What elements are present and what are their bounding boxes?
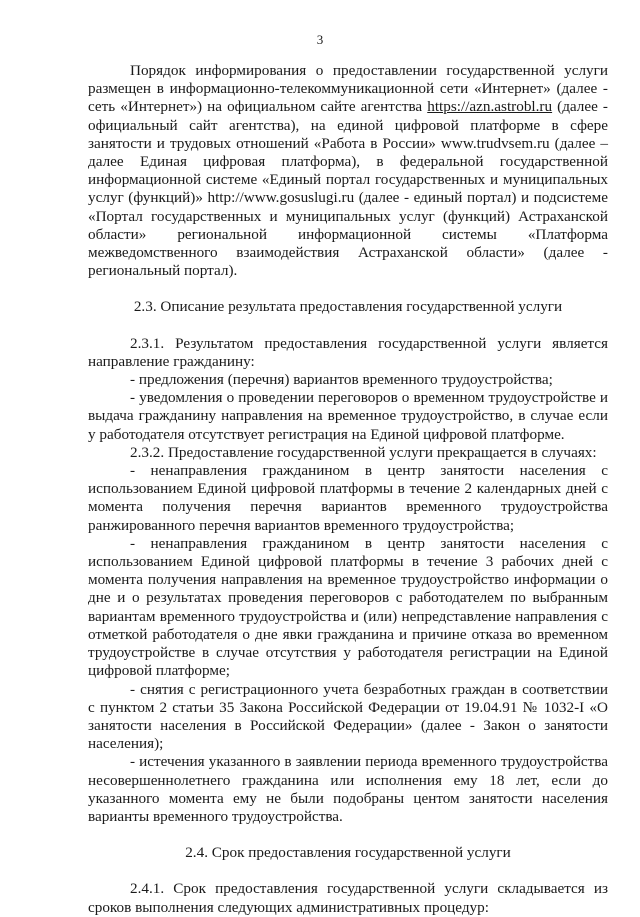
page-number: 3	[316, 32, 324, 47]
paragraph-2-3-2: 2.3.2. Предоставление государственной услуги прекращается в случаях:	[130, 443, 597, 461]
document-body	[88, 62, 608, 917]
section-heading-2-3: 2.3. Описание результата предоставления государственной услуги	[133, 298, 563, 316]
paragraph-informing-text-2: (далее - официальный сайт агентства), на единой цифровой платформе в сфере занятости и трудовых отношений «Работа в России» www.trudvsem.ru (далее – далее Единая цифровая платформа), в федеральной государственной информационной системе «Единый портал государственных и муниципальных услуг (функций)» http://www.gosuslugi.ru (далее - единый портал) и подсистеме «Портал государственных и муниципальных услуг (функций) Астраханской области» региональной информационной системы «Платформа межведомственного взаимодействия Астраханской области» (далее - региональный портал).	[88, 98, 608, 280]
list-item-2-3-2-c: - снятия с регистрационного учета безработных граждан в соответствии с пунктом 2 статьи 35 Закона Российской Федерации от 19.04.91 № 1032-I «О занятости населения в Российской Федерации» (далее - Закон о занятости населения);	[88, 680, 608, 753]
paragraph-informing-text-1: Порядок информирования о предоставлении государственной услуги размещен в информационно-телекоммуникационной сети «Интернет» (далее - сеть «Интернет») на официальном сайте агентства	[88, 62, 608, 116]
paragraph-2-3-1: 2.3.1. Результатом предоставления государственной услуги является направление гражданину:	[88, 334, 608, 370]
list-item-2-3-2-a: - ненаправления гражданином в центр занятости населения с использованием Единой цифровой платформы в течение 2 календарных дней с момента получения перечня вариантов временного трудоустройства ранжированного перечня вариантов временного трудоустройства;	[88, 462, 608, 534]
section-heading-2-4: 2.4. Срок предоставления государственной услуги	[185, 844, 511, 862]
paragraph-2-4-1: 2.4.1. Срок предоставления государственной услуги складывается из сроков выполнения следующих административных процедур:	[88, 880, 608, 916]
list-item-2-3-1-b: - уведомления о проведении переговоров о временном трудоустройстве и выдача гражданину направления на временное трудоустройство, в случае если у работодателя отсутствует регистрация на Единой цифровой платформе.	[88, 389, 608, 443]
agency-website-link[interactable]: https://azn.astrobl.ru	[427, 98, 553, 116]
list-item-2-3-2-d: - истечения указанного в заявлении периода временного трудоустройства несовершеннолетнего гражданина или исполнения ему 18 лет, если до указанного момента ему не были подобраны центом занятости населения варианты временного трудоустройства.	[88, 753, 608, 825]
list-item-2-3-2-b: - ненаправления гражданином в центр занятости населения с использованием Единой цифровой платформы в течение 3 рабочих дней с момента получения направления на временное трудоустройство информации о дне и о результатах проведения переговоров с работодателем по выбранным вариантам временного трудоустройства и (или) непредставление направления с отметкой работодателя о дне явки гражданина и причине отказа во временном трудоустройстве в случае отсутствия у работодателя регистрации на Единой цифровой платформе;	[88, 534, 608, 680]
list-item-2-3-1-a: - предложения (перечня) вариантов временного трудоустройства;	[130, 371, 553, 389]
paragraph-informing	[88, 62, 608, 280]
